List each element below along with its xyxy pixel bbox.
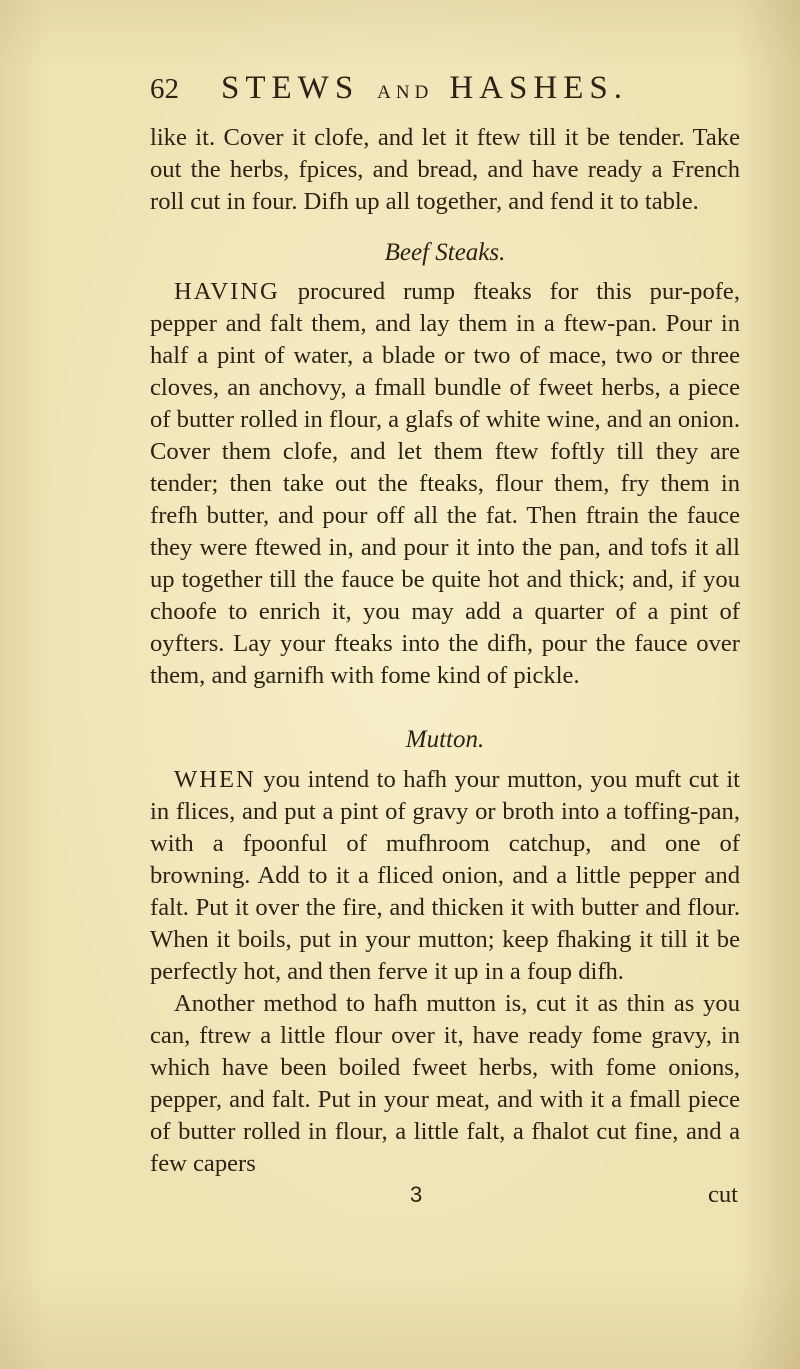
- continuation-paragraph: like it. Cover it clofe, and let it ftew till it be tender. Take out the herbs, fpices, and bread, and have ready a French roll cut in four. Difh up all together, and fend it to table.: [150, 124, 740, 215]
- running-title-and: AND: [377, 82, 434, 103]
- running-title-stews: STEWS: [221, 70, 360, 106]
- page-footer: [150, 1180, 740, 1210]
- another-method-paragraph: Another method to hafh mutton is, cut it as thin as you can, ftrew a little flour over it, have ready fome gravy, in which have been boiled fweet herbs, with fome onions, pepper, and falt. Put in your meat, and with it a fmall piece of butter rolled in flour, a little falt, a fhalot cut fine, and a few capers: [150, 990, 740, 1177]
- running-head: [150, 70, 670, 114]
- beef-steaks-paragraph: [150, 276, 740, 692]
- beef-steaks-heading: Beef Steaks.: [384, 239, 506, 266]
- mutton-heading: Mutton.: [405, 726, 485, 753]
- beef-lead-word: HAVING: [174, 278, 280, 305]
- mutton-paragraph: [150, 764, 740, 988]
- catchword: cut: [707, 1181, 738, 1208]
- mutton-text: you intend to hafh your mutton, you muft cut it in flices, and put a pint of gravy or broth into a toffing-pan, with a fpoonful of mufhroom catchup, and one of browning. Add to it a fliced onion, and a little pepper and falt. Put it over the fire, and thicken it with butter and flour. When it boils, put in your mutton; keep fhaking it till it be perfectly hot, and then ferve it up in a foup difh.: [150, 766, 740, 985]
- running-title-hashes: HASHES.: [449, 70, 628, 106]
- signature-mark: 3: [410, 1182, 423, 1207]
- beef-steaks-text: procured rump fteaks for this pur-pofe, pepper and falt them, and lay them in a ftew-pan. Pour in half a pint of water, a blade or two of mace, two or three cloves, an anchovy, a fmall bundle of fweet herbs, a piece of butter rolled in flour, a glafs of white wine, and an onion. Cover them clofe, and let them ftew foftly till they are tender; then take out the fteaks, flour them, fry them in frefh butter, and pour off all the fat. Then ftrain the fauce they were ftewed in, and pour it into the pan, and tofs it all up together till the fauce be quite hot and thick; and, if you choofe to enrich it, you may add a quarter of a pint of oyfters. Lay your fteaks into the difh, pour the fauce over them, and garnifh with fome kind of pickle.: [150, 278, 740, 689]
- page-number: 62: [150, 73, 179, 105]
- mutton-lead-word: WHEN: [174, 766, 256, 793]
- page-body: [150, 122, 740, 1210]
